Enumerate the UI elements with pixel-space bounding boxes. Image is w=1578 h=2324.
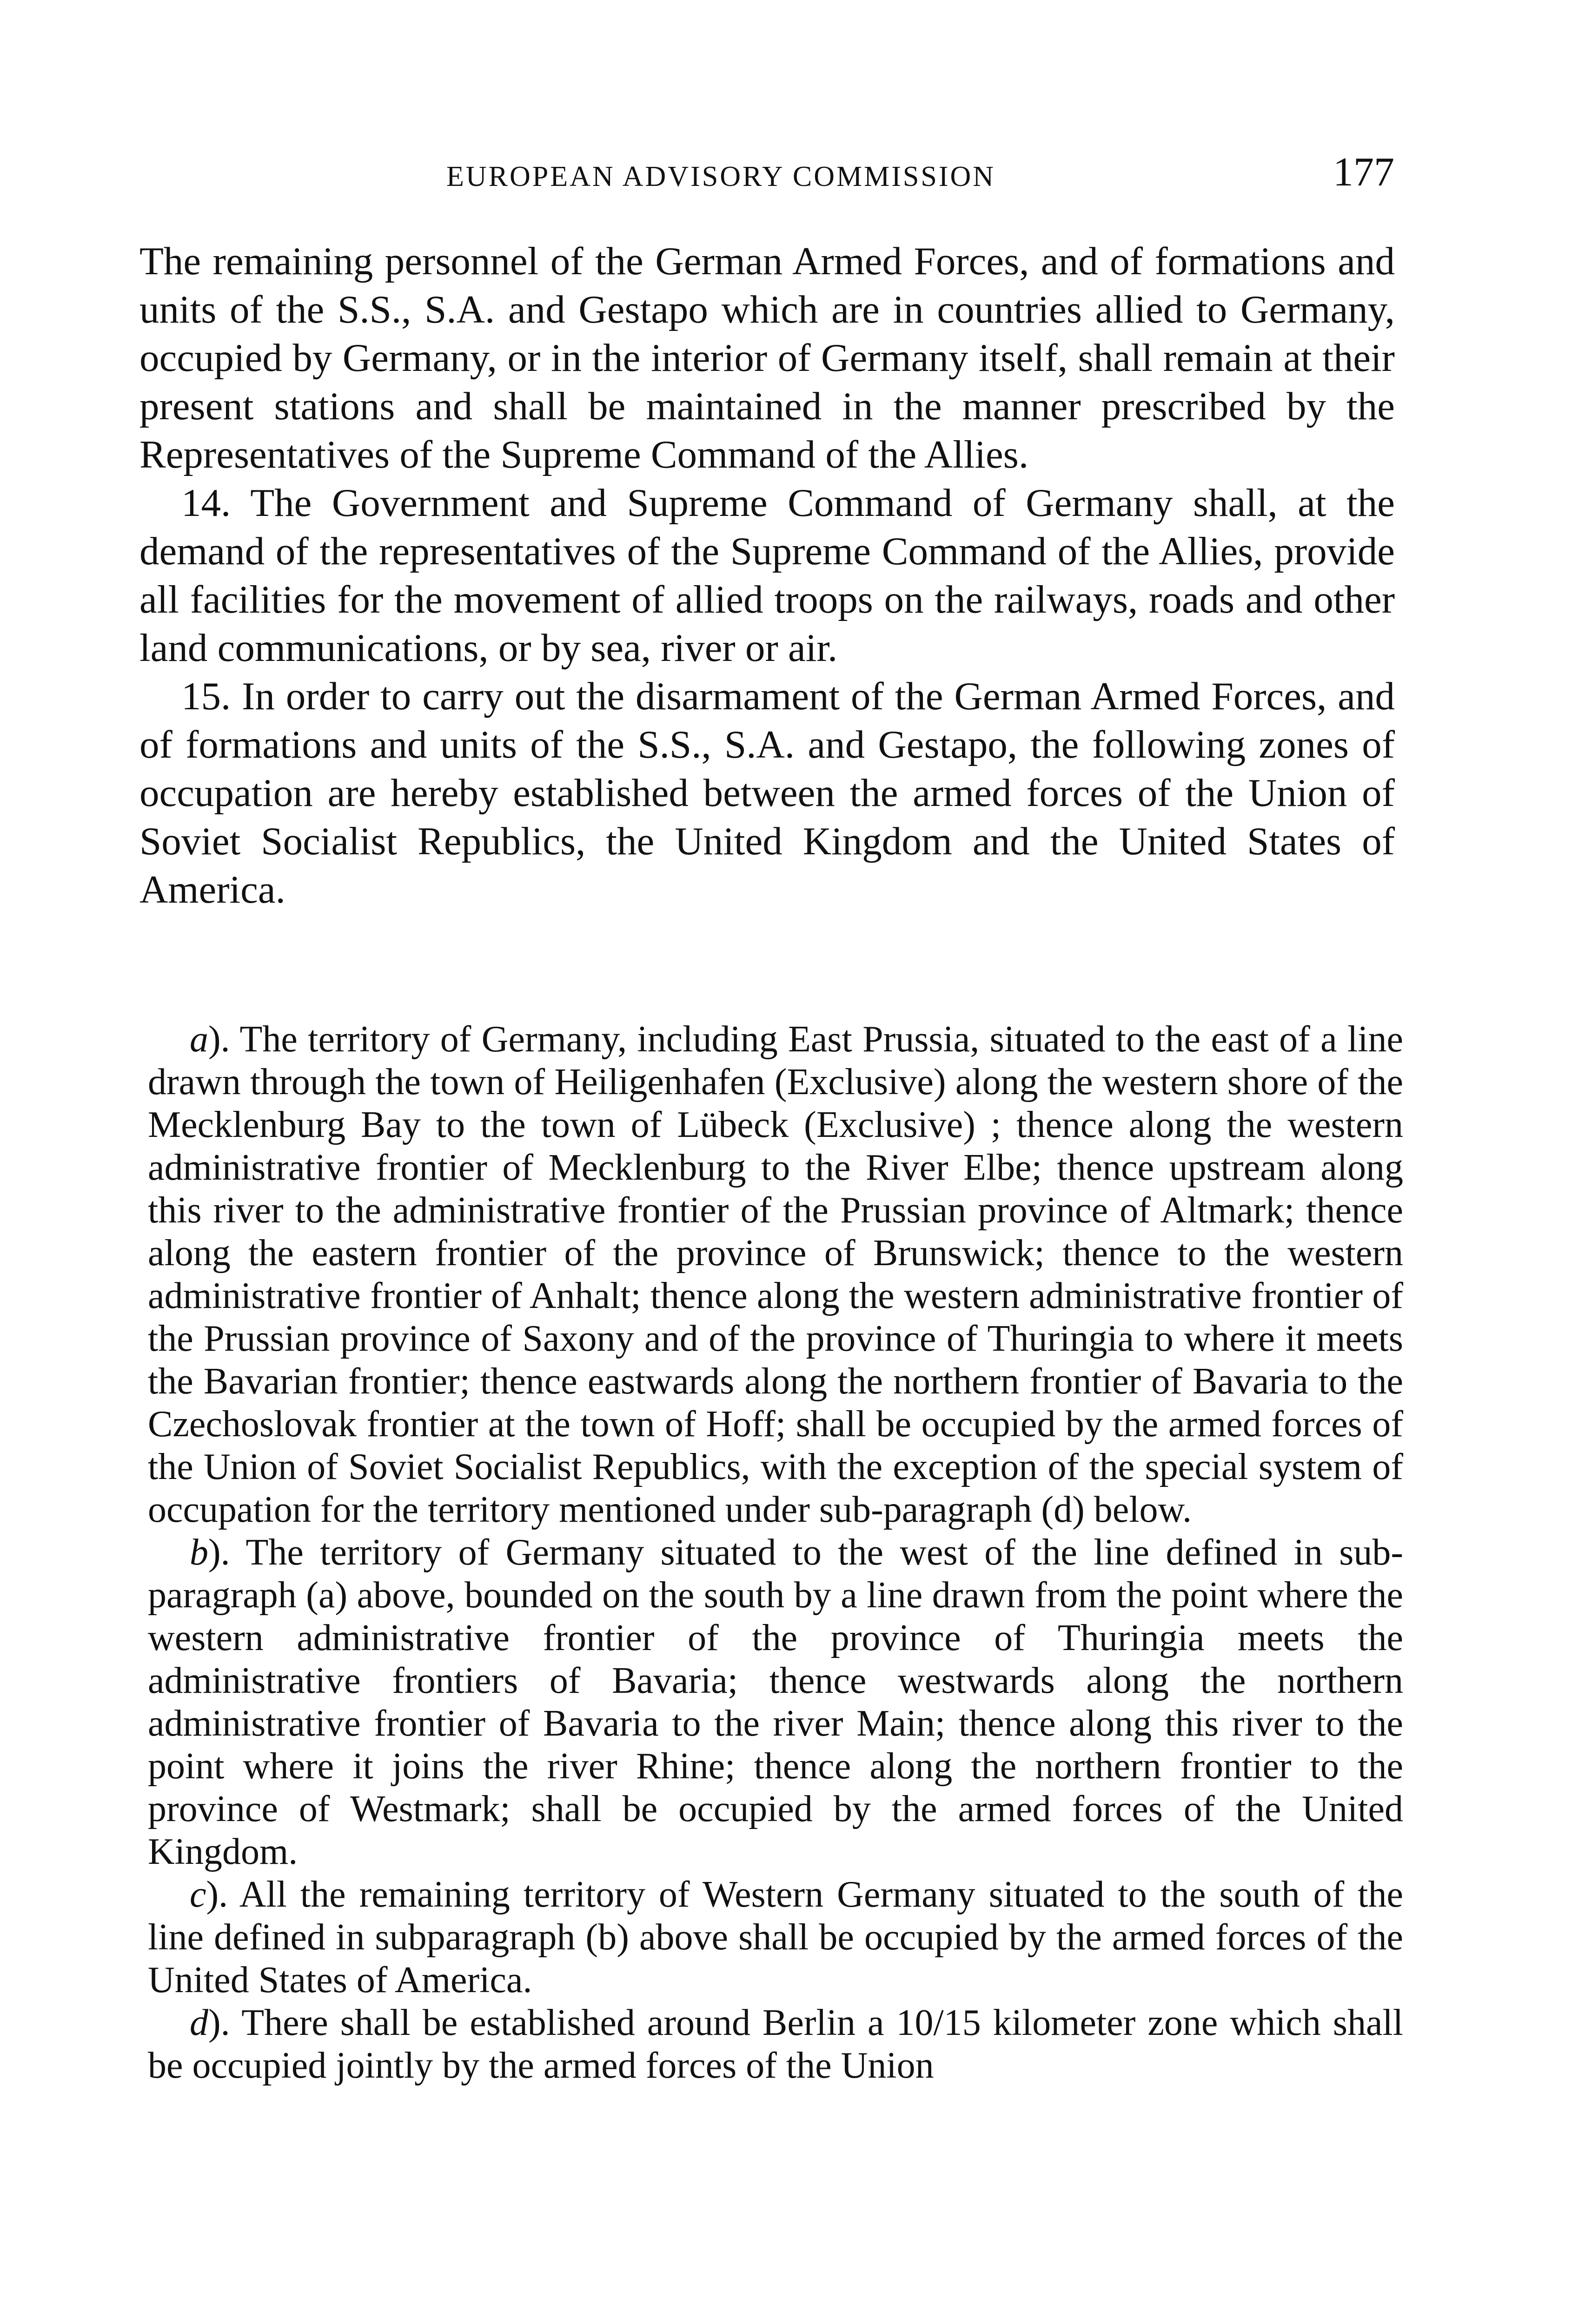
subparagraph-c-label: c: [190, 1874, 206, 1915]
subparagraphs: [148, 1018, 1403, 2087]
subparagraph-a-text: The territory of Germany, including East Prussia, situated to the east of a line drawn through the town of Heiligenhafen (Exclusive) along the western shore of the Mecklenburg Bay to the town of Lübeck (Exclusive) ; thence along the western administrative frontier of Mecklenburg to the River Elbe; thence upstream along this river to the administrative frontier of the Prussian province of Altmark; thence along the eastern frontier of the province of Brunswick; thence to the western administrative frontier of Anhalt; thence along the western administrative frontier of the Prussian province of Saxony and of the province of Thuringia to where it meets the Bavarian frontier; thence eastwards along the northern frontier of Bavaria to the Czechoslovak frontier at the town of Hoff; shall be occupied by the armed forces of the Union of Soviet Socialist Republics, with the exception of the special system of occupation for the territory mentioned under sub-paragraph (d) below.: [148, 1019, 1403, 1530]
subparagraph-a: a). The territory of Germany, including East Prussia, situated to the east of a line drawn through the town of Heiligenhafen (Exclusive) along the western shore of the Mecklenburg Bay to the town of Lübeck (Exclusive) ; thence along the western administrative frontier of Mecklenburg to the River Elbe; thence upstream along this river to the administrative frontier of the Prussian province of Altmark; thence along the eastern frontier of the province of Brunswick; thence to the western administrative frontier of Anhalt; thence along the western administrative frontier of the Prussian province of Saxony and of the province of Thuringia to where it meets the Bavarian frontier; thence eastwards along the northern frontier of Bavaria to the Czechoslovak frontier at the town of Hoff; shall be occupied by the armed forces of the Union of Soviet Socialist Republics, with the exception of the special system of occupation for the territory mentioned under sub-paragraph (d) below.: [148, 1019, 1403, 1530]
subparagraph-c: c). All the remaining territory of Western Germany situated to the south of the line defined in subparagraph (b) above shall be occupied by the armed forces of the United States of America.: [148, 1874, 1403, 2000]
running-title: EUROPEAN ADVISORY COMMISSION: [446, 161, 996, 192]
subparagraph-d-text: There shall be established around Berlin a 10/15 kilometer zone which shall be occupied jointly by the armed forces of the Union: [148, 2002, 1403, 2086]
page-number: 177: [1333, 150, 1394, 195]
subparagraph-d-label: d: [190, 2002, 208, 2043]
subparagraph-d: d). There shall be established around Berlin a 10/15 kilometer zone which shall be occupied jointly by the armed forces of the Union: [148, 2002, 1403, 2086]
paragraph-15: 15. In order to carry out the disarmament of the German Armed Forces, and of formations and units of the S.S., S.A. and Gestapo, the following zones of occupation are hereby established between the armed forces of the Union of Soviet Socialist Republics, the United Kingdom and the United States of America.: [139, 674, 1395, 911]
paragraph-intro: The remaining personnel of the German Armed Forces, and of formations and units of the S.S., S.A. and Gestapo which are in countries allied to Germany, occupied by Germany, or in the interior of Germany itself, shall remain at their present stations and shall be maintained in the manner prescribed by the Representatives of the Supreme Command of the Allies.: [139, 239, 1395, 476]
subparagraph-b-text: The territory of Germany situated to the west of the line defined in sub-paragraph (a) above, bounded on the south by a line drawn from the point where the western administrative frontier of the province of Thuringia meets the administrative frontiers of Bavaria; thence westwards along the northern administrative frontier of Bavaria to the river Main; thence along this river to the point where it joins the river Rhine; thence along the northern frontier to the province of Westmark; shall be occupied by the armed forces of the United Kingdom.: [148, 1532, 1403, 1872]
paragraph-14: 14. The Government and Supreme Command of Germany shall, at the demand of the representatives of the Supreme Command of the Allies, provide all facilities for the movement of allied troops on the railways, roads and other land communications, or by sea, river or air.: [139, 481, 1395, 670]
subparagraph-b: b). The territory of Germany situated to the west of the line defined in sub-paragraph (a) above, bounded on the south by a line drawn from the point where the western administrative frontier of the province of Thuringia meets the administrative frontiers of Bavaria; thence westwards along the northern administrative frontier of Bavaria to the river Main; thence along this river to the point where it joins the river Rhine; thence along the northern frontier to the province of Westmark; shall be occupied by the armed forces of the United Kingdom.: [148, 1532, 1403, 1872]
subparagraph-c-text: All the remaining territory of Western Germany situated to the south of the line defined in subparagraph (b) above shall be occupied by the armed forces of the United States of America.: [148, 1874, 1403, 2000]
main-text: [139, 237, 1395, 914]
subparagraph-b-label: b: [190, 1532, 208, 1573]
subparagraph-a-label: a: [190, 1019, 208, 1060]
